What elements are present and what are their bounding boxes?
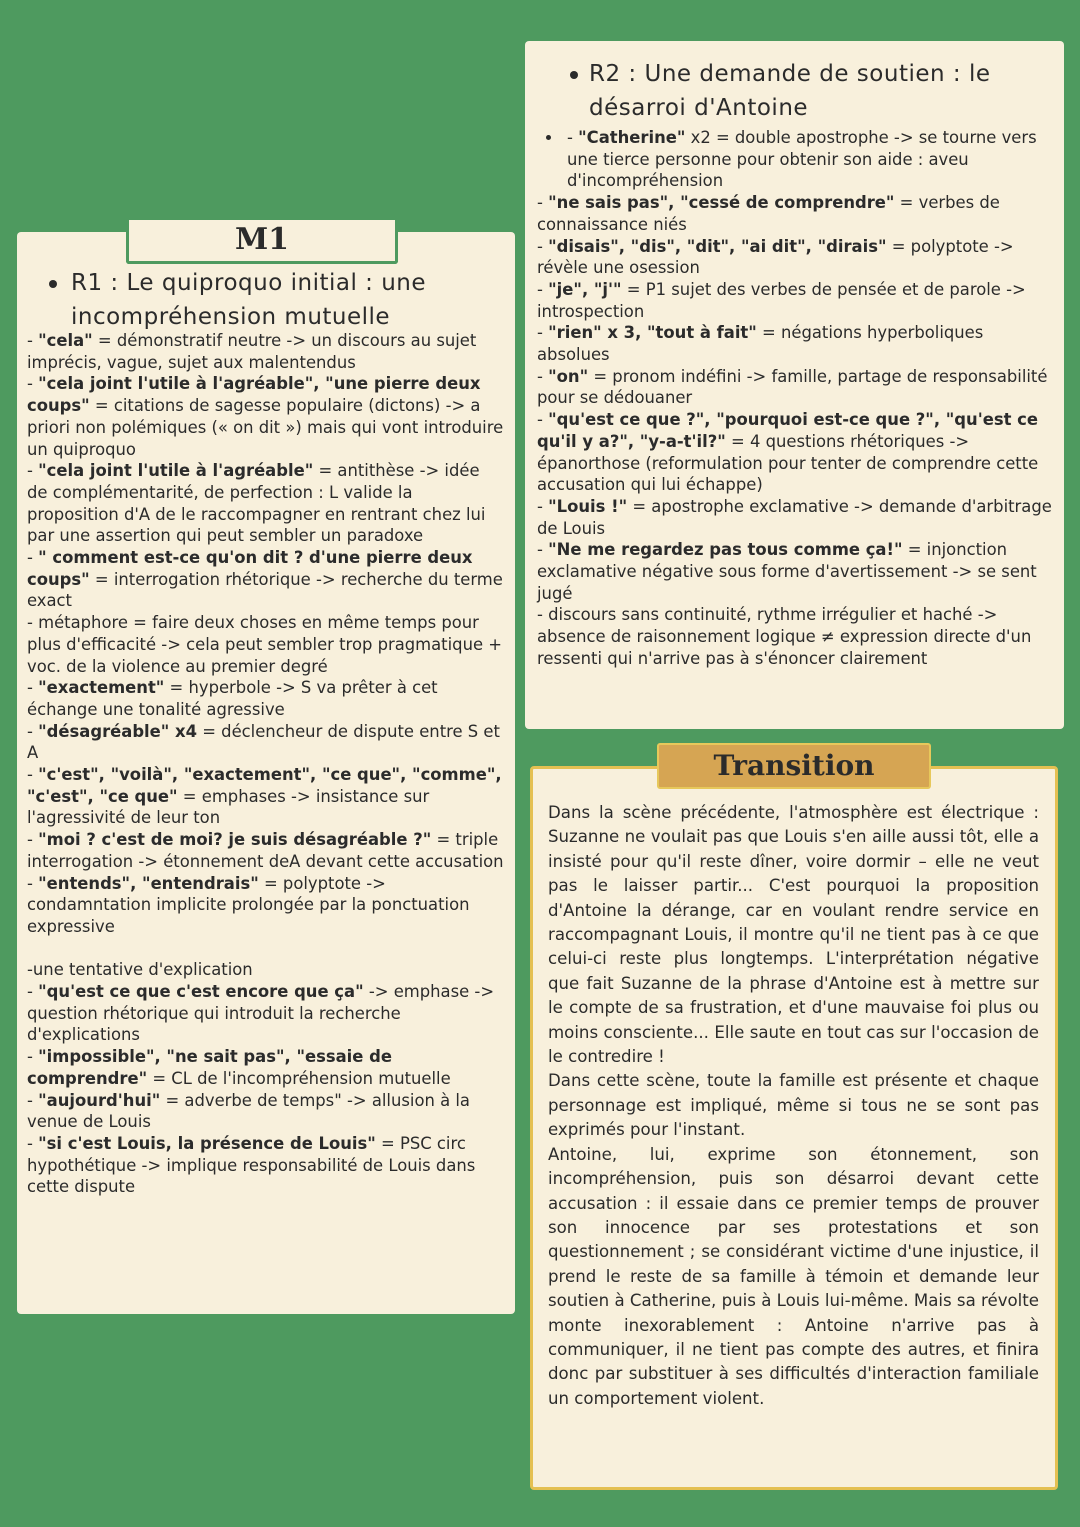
- note-keyword: "disais", "dis", "dit", "ai dit", "dirais": [548, 236, 887, 256]
- note-text: = apostrophe exclamative -> demande d'arbitrage de Louis: [537, 496, 1052, 538]
- note-item: - "c'est", "voilà", "exactement", "ce que", "comme", "c'est", "ce que" = emphases -> insistance sur l'agressivité de leur ton: [27, 765, 502, 828]
- transition-paragraph: Dans cette scène, toute la famille est présente et chaque personnage est impliqué, même si tous ne se sont pas exprimés pour l'instant.: [548, 1071, 1039, 1140]
- note-item: - "si c'est Louis, la présence de Louis" = PSC circ hypothétique -> implique responsabilité de Louis dans cette dispute: [27, 1134, 476, 1197]
- note-keyword: "on": [548, 366, 589, 386]
- spacer: [27, 938, 505, 960]
- note-item: - "cela joint l'utile à l'agréable" = antithèse -> idée de complémentarité, de perfection : L valide la proposition d'A de le raccompagner en rentrant chez lui par une assertion qui peut sembler un paradoxe: [27, 461, 486, 546]
- note-keyword: "aujourd'hui": [38, 1090, 161, 1110]
- note-text: x2 = double apostrophe -> se tourne vers une tierce personne pour obtenir son aide : aveu d'incompréhension: [567, 128, 1037, 191]
- note-item: - "impossible", "ne sait pas", "essaie de comprendre" = CL de l'incompréhension mutuelle: [27, 1047, 451, 1088]
- note-keyword: "ne sais pas", "cessé de comprendre": [548, 193, 895, 213]
- note-item: - "on" = pronom indéfini -> famille, partage de responsabilité pour se dédouaner: [537, 366, 1048, 408]
- note-keyword: "je", "j'": [548, 279, 622, 299]
- note-text: = polyptote -> condamntation implicite prolongée par la ponctuation expressive: [27, 873, 470, 936]
- note-keyword: "cela": [38, 331, 93, 350]
- transition-card: [530, 766, 1058, 1490]
- note-keyword: "qu'est ce que ?", "pourquoi est-ce que ?", "qu'est ce qu'il y a?", "y-a-t'il?": [537, 410, 1038, 451]
- note-item: - "moi ? c'est de moi? je suis désagréable ?" = triple interrogation -> étonnement deA devant cette accusation: [27, 830, 504, 871]
- note-item: - "cela" = démonstratif neutre -> un discours au sujet imprécis, vague, sujet aux malentendus: [27, 331, 477, 372]
- m1-subheading: -une tentative d'explication: [27, 960, 253, 980]
- note-keyword: "Louis !": [548, 496, 628, 516]
- note-item: - métaphore = faire deux choses en même temps pour plus d'efficacité -> cela peut sembler trop pragmatique + voc. de la violence au premier degré: [27, 613, 502, 676]
- transition-title-tab: Transition: [657, 743, 931, 789]
- note-text: = triple interrogation -> étonnement deA devant cette accusation: [27, 830, 504, 871]
- note-item: - "Louis !" = apostrophe exclamative -> demande d'arbitrage de Louis: [537, 496, 1052, 538]
- note-text: = démonstratif neutre -> un discours au sujet imprécis, vague, sujet aux malentendus: [27, 331, 477, 372]
- note-keyword: "Ne me regardez pas tous comme ça!": [548, 540, 903, 560]
- note-text: = pronom indéfini -> famille, partage de responsabilité pour se dédouaner: [537, 366, 1048, 408]
- note-text: = négations hyperboliques absolues: [537, 323, 984, 365]
- note-keyword: "rien" x 3, "tout à fait": [548, 323, 757, 343]
- note-text: = adverbe de temps" -> allusion à la venue de Louis: [27, 1090, 470, 1132]
- note-keyword: " comment est-ce qu'on dit ? d'une pierre deux coups": [27, 548, 473, 589]
- note-text: = polyptote -> révèle une osession: [537, 236, 1014, 278]
- note-item: - "ne sais pas", "cessé de comprendre" = verbes de connaissance niés: [537, 193, 1000, 234]
- note-item: - "qu'est ce que c'est encore que ça" -> emphase -> question rhétorique qui introduit la recherche d'explications: [27, 982, 495, 1045]
- note-item: - "aujourd'hui" = adverbe de temps" -> allusion à la venue de Louis: [27, 1090, 470, 1132]
- transition-paragraph: Antoine, lui, exprime son étonnement, son incompréhension, puis son désarroi devant cette accusation : il essaie dans ce premier temps de prouver son innocence par ses protestations et son questionnement ; se considérant victime d'une injustice, il prend le reste de sa famille à témoin et demande leur soutien à Catherine, puis à Louis lui-même. Mais sa révolte monte inexorablement : Antoine n'arrive pas à communiquer, il ne tient pas compte des autres, et finira donc par substituer à ses difficultés d'interaction familiale un comportement violent.: [548, 1144, 1039, 1408]
- note-text: = PSC circ hypothétique -> implique responsabilité de Louis dans cette dispute: [27, 1134, 476, 1197]
- note-item: - "qu'est ce que ?", "pourquoi est-ce que ?", "qu'est ce qu'il y a?", "y-a-t'il?" = 4 questions rhétoriques -> épanorthose (reformulation pour tenter de comprendre cette accusation qui lui échappe): [537, 410, 1039, 495]
- note-item: - "désagréable" x4 = déclencheur de dispute entre S et A: [27, 721, 500, 763]
- note-text: -> emphase -> question rhétorique qui introduit la recherche d'explications: [27, 982, 495, 1045]
- note-item: - "disais", "dis", "dit", "ai dit", "dirais" = polyptote -> révèle une osession: [537, 236, 1014, 278]
- r1-heading: R1 : Le quiproquo initial : une incompréhension mutuelle: [37, 266, 531, 334]
- note-keyword: "cela joint l'utile à l'agréable", "une pierre deux coups": [27, 374, 481, 416]
- note-item: - "Ne me regardez pas tous comme ça!" = injonction exclamative négative sous forme d'avertissement -> se sent jugé: [537, 540, 1037, 603]
- m1-card: [17, 232, 515, 1314]
- note-text: = injonction exclamative négative sous forme d'avertissement -> se sent jugé: [537, 540, 1037, 603]
- note-item: - discours sans continuité, rythme irrégulier et haché -> absence de raisonnement logique ≠ expression directe d'un ressenti qui n'arrive pas à s'énoncer clairement: [537, 605, 1032, 668]
- m1-notes-list-2: [27, 981, 505, 1198]
- note-text: métaphore = faire deux choses en même temps pour plus d'efficacité -> cela peut sembler trop pragmatique + voc. de la violence au premier degré: [27, 613, 502, 676]
- note-text: = déclencheur de dispute entre S et A: [27, 721, 500, 763]
- r2-heading: R2 : Une demande de soutien : le désarroi d'Antoine: [537, 57, 1069, 125]
- note-keyword: "impossible", "ne sait pas", "essaie de comprendre": [27, 1047, 392, 1088]
- note-keyword: "cela joint l'utile à l'agréable": [38, 461, 314, 481]
- note-text: = antithèse -> idée de complémentarité, de perfection : L valide la proposition d'A de le raccompagner en rentrant chez lui par une assertion qui peut sembler un paradoxe: [27, 461, 486, 546]
- note-text: = verbes de connaissance niés: [537, 193, 1000, 234]
- note-text: = interrogation rhétorique -> recherche du terme exact: [27, 569, 503, 611]
- note-item: - " comment est-ce qu'on dit ? d'une pierre deux coups" = interrogation rhétorique -> recherche du terme exact: [27, 548, 503, 611]
- note-item: - "je", "j'" = P1 sujet des verbes de pensée et de parole -> introspection: [537, 279, 1026, 321]
- note-text: = hyperbole -> S va prêter à cet échange une tonalité agressive: [27, 678, 438, 719]
- note-keyword: "entends", "entendrais": [38, 873, 259, 893]
- note-keyword: "désagréable" x4: [38, 721, 198, 741]
- note-text: = citations de sagesse populaire (dictons) -> a priori non polémiques (« on dit ») mais qui vont introduire un quiproquo: [27, 396, 504, 459]
- note-item: - "rien" x 3, "tout à fait" = négations hyperboliques absolues: [537, 323, 984, 365]
- transition-paragraph: Dans la scène précédente, l'atmosphère est électrique : Suzanne ne voulait pas que Louis s'en aille aussi tôt, elle a insisté pour qu'il reste dîner, voire dormir – elle ne veut pas le laisser partir... C'est pourquoi la proposition d'Antoine la dérange, car en voulant rendre service en raccompagnant Louis, il montre qu'il ne tient pas à ce que celui-ci reste plus longtemps. L'interprétation négative que fait Suzanne de la phrase d'Antoine est à mettre sur le compte de sa frustration, et d'une mauvaise foi plus ou moins consciente... Elle saute en tout cas sur l'occasion de le contredire !: [548, 803, 1039, 1067]
- note-item: - "entends", "entendrais" = polyptote -> condamntation implicite prolongée par la ponctuation expressive: [27, 873, 470, 936]
- note-text: = 4 questions rhétoriques -> épanorthose (reformulation pour tenter de comprendre cette accusation qui lui échappe): [537, 431, 1039, 495]
- note-item: - "exactement" = hyperbole -> S va prêter à cet échange une tonalité agressive: [27, 678, 438, 719]
- note-keyword: "c'est", "voilà", "exactement", "ce que", "comme", "c'est", "ce que": [27, 765, 502, 806]
- note-keyword: "Catherine": [578, 128, 686, 147]
- note-keyword: "si c'est Louis, la présence de Louis": [38, 1134, 376, 1153]
- note-text: = CL de l'incompréhension mutuelle: [147, 1068, 451, 1088]
- r2-first-note: - "Catherine" x2 = double apostrophe -> se tourne vers une tierce personne pour obtenir son aide : aveu d'incompréhension: [537, 127, 1052, 192]
- note-text: = emphases -> insistance sur l'agressivité de leur ton: [27, 786, 430, 828]
- note-keyword: "moi ? c'est de moi? je suis désagréable ?": [38, 830, 432, 850]
- note-text: discours sans continuité, rythme irrégulier et haché -> absence de raisonnement logique ≠ expression directe d'un ressenti qui n'arrive pas à s'énoncer clairement: [537, 605, 1032, 668]
- m1-notes-list: [27, 330, 505, 938]
- note-keyword: "qu'est ce que c'est encore que ça": [38, 982, 364, 1002]
- r2-card: [525, 41, 1064, 729]
- note-text: = P1 sujet des verbes de pensée et de parole -> introspection: [537, 279, 1026, 321]
- note-keyword: "exactement": [38, 678, 165, 698]
- r2-notes-list: [537, 192, 1052, 669]
- m1-title-tab: M1: [126, 220, 398, 264]
- note-item: - "cela joint l'utile à l'agréable", "une pierre deux coups" = citations de sagesse populaire (dictons) -> a priori non polémiques (« on dit ») mais qui vont introduire un quiproquo: [27, 374, 504, 459]
